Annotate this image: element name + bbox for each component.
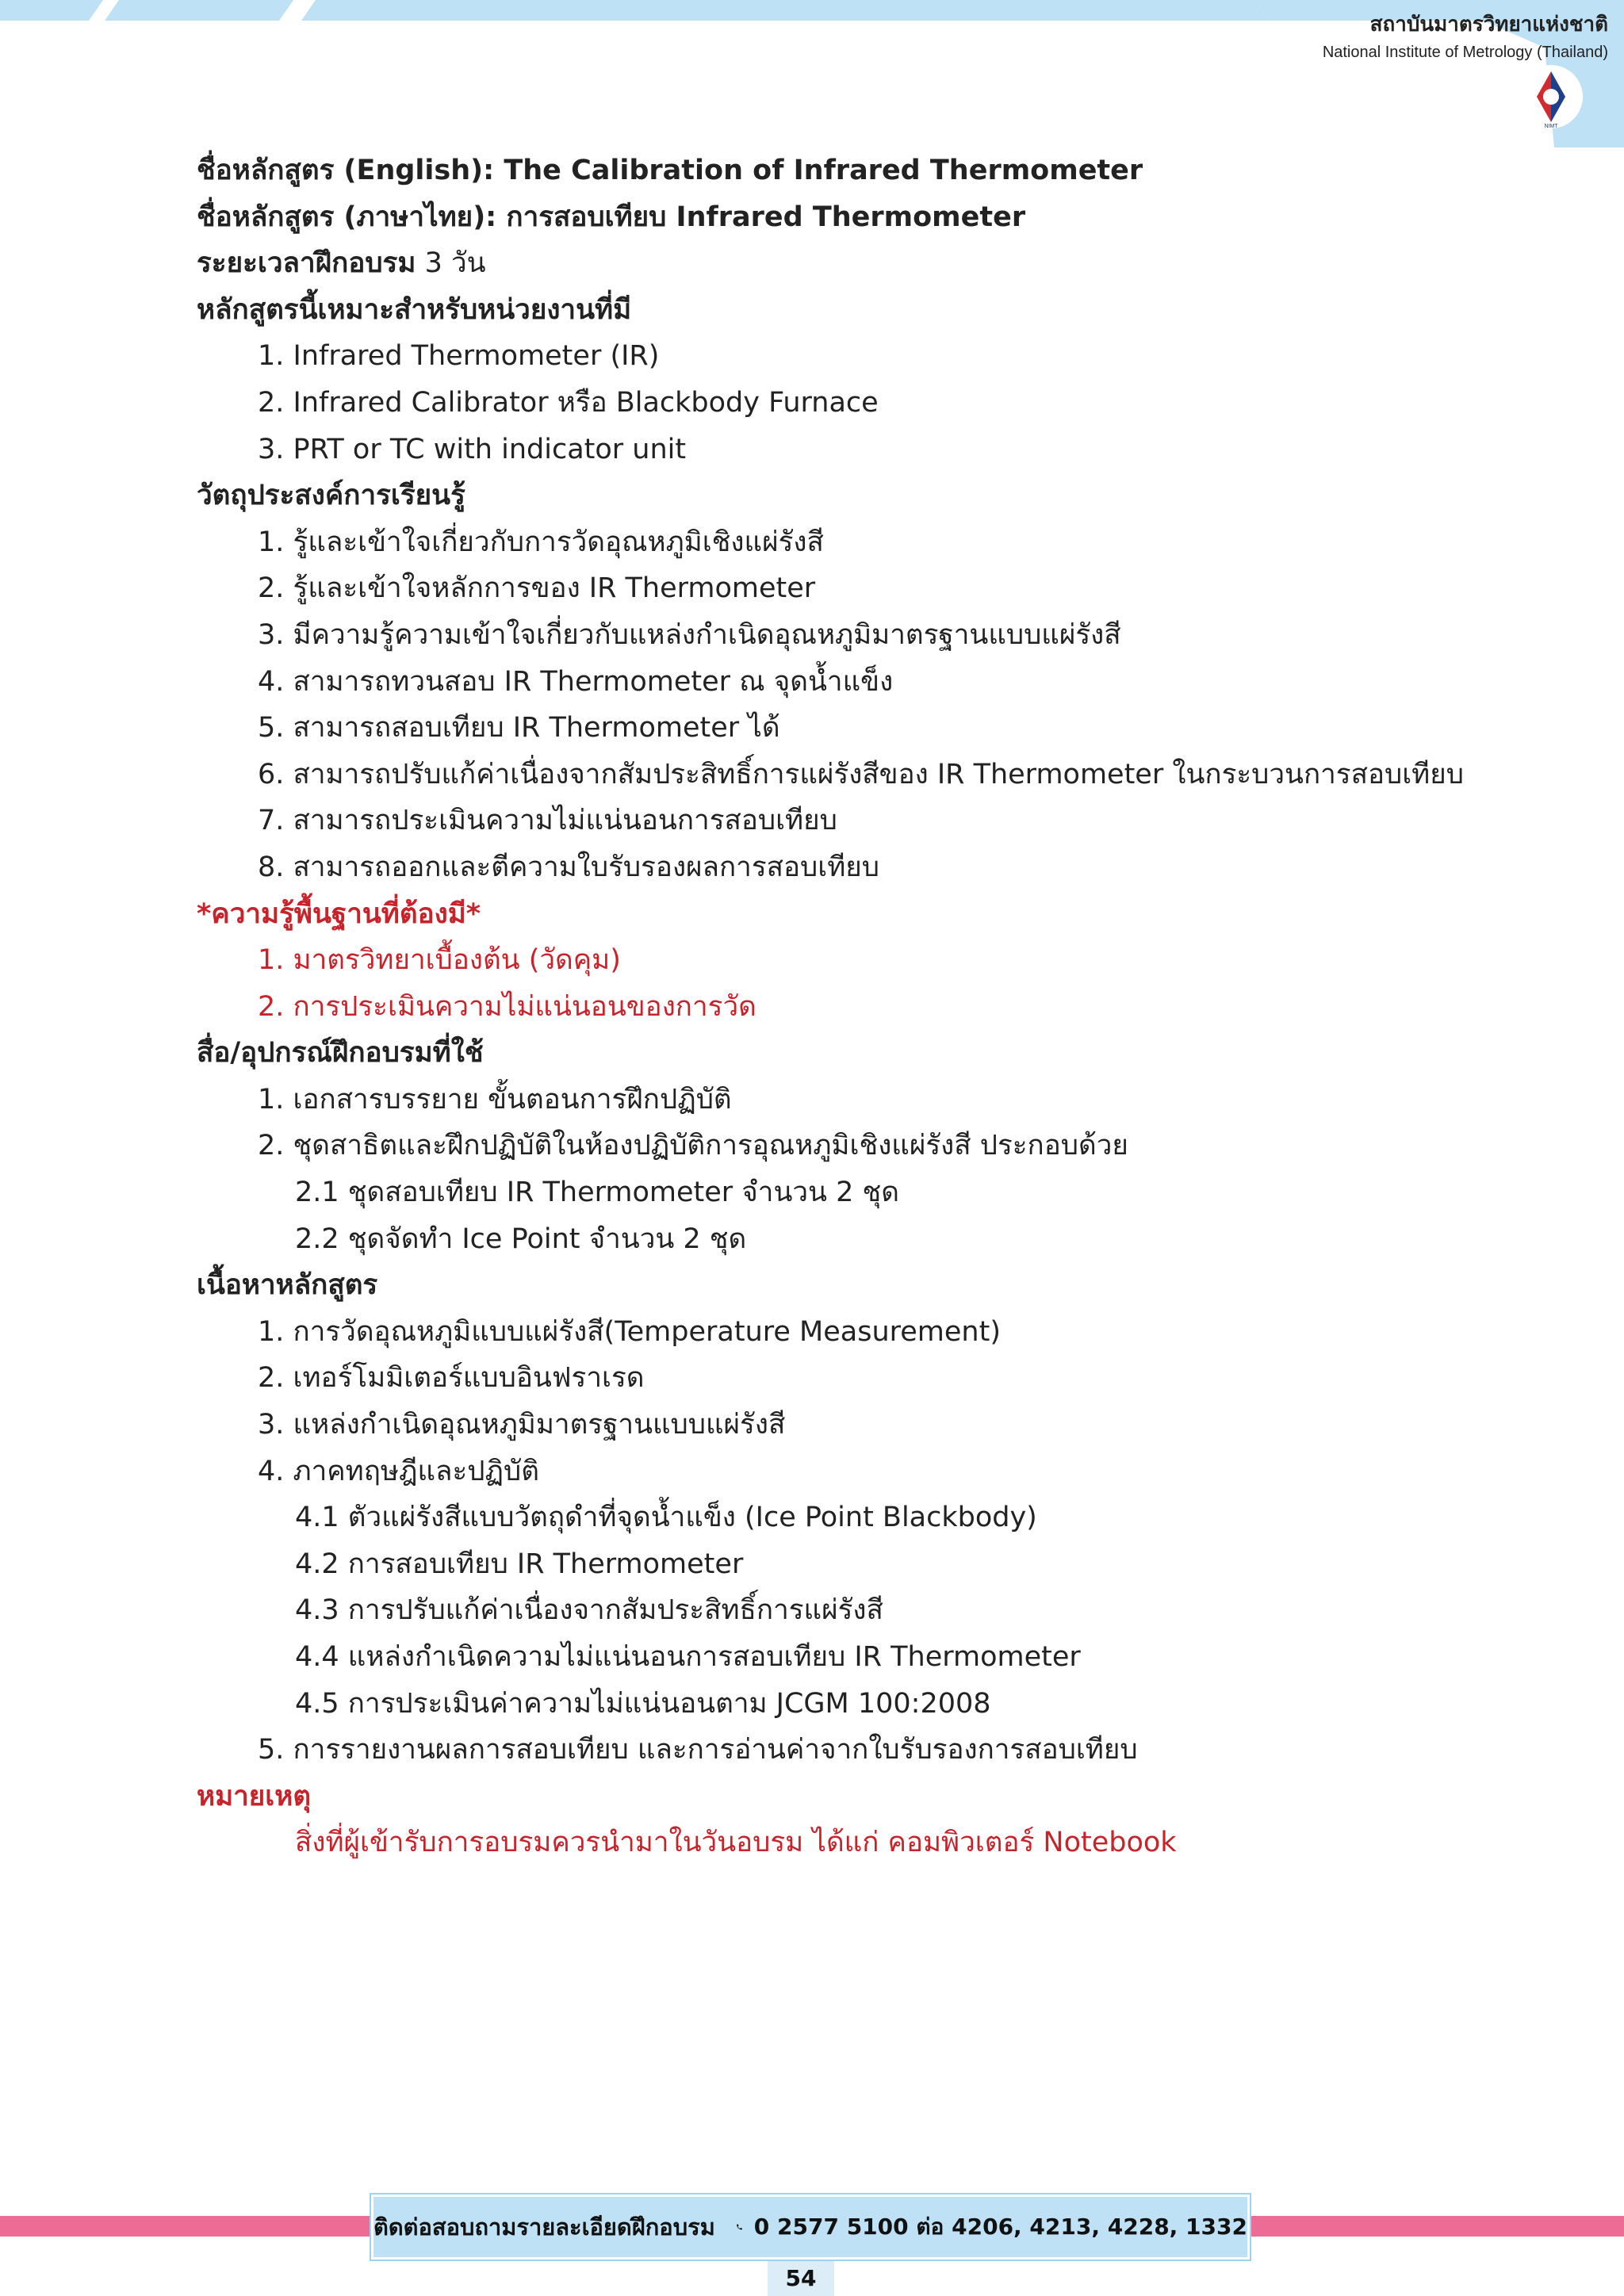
institute-name-english: National Institute of Metrology (Thailand) <box>1322 44 1608 61</box>
content-item: 1. การวัดอุณหภูมิแบบแผ่รังสี(Temperature Measurement) <box>258 1315 1001 1348</box>
suitable-item: 3. PRT or TC with indicator unit <box>258 433 687 465</box>
objective-item: 7. สามารถประเมินความไม่แน่นอนการสอบเทียบ <box>258 805 837 837</box>
duration-line <box>197 240 1545 287</box>
objectives-heading: วัตถุประสงค์การเรียนรู้ <box>197 480 465 512</box>
objective-item: 3. มีความรู้ความเข้าใจเกี่ยวกับแหล่งกำเนิดอุณหภูมิมาตรฐานแบบแผ่รังสี <box>258 618 1121 651</box>
content-heading: เนื้อหาหลักสูตร <box>197 1269 378 1302</box>
nimt-logo <box>1518 63 1584 130</box>
media-heading: สื่อ/อุปกรณ์ฝึกอบรมที่ใช้ <box>197 1037 484 1070</box>
page-number: 54 <box>768 2261 834 2296</box>
content-subitem: 4.3 การปรับแก้ค่าเนื่องจากสัมประสิทธิ์การแผ่รังสี <box>295 1594 883 1627</box>
note-heading: หมายเหตุ <box>197 1780 312 1812</box>
objective-item: 5. สามารถสอบเทียบ IR Thermometer ได้ <box>258 712 780 744</box>
phone-icon <box>736 2213 743 2241</box>
objective-item: 1. รู้และเข้าใจเกี่ยวกับการวัดอุณหภูมิเชิงแผ่รังสี <box>258 526 824 558</box>
content-item: 4. ภาคทฤษฎีและปฏิบัติ <box>258 1455 539 1487</box>
media-item: 2. ชุดสาธิตและฝึกปฏิบัติในห้องปฏิบัติการอุณหภูมิเชิงแผ่รังสี ประกอบด้วย <box>258 1130 1128 1162</box>
course-title-thai-label: ชื่อหลักสูตร (ภาษาไทย): <box>197 201 507 233</box>
media-subitem: 2.1 ชุดสอบเทียบ IR Thermometer จำนวน 2 ชุด <box>295 1177 899 1209</box>
prerequisite-item: 1. มาตรวิทยาเบื้องต้น (วัดคุม) <box>258 944 621 977</box>
content-subitem: 4.4 แหล่งกำเนิดความไม่แน่นอนการสอบเทียบ IR Thermometer <box>295 1641 1081 1673</box>
note-text: สิ่งที่ผู้เข้ารับการอบรมควรนำมาในวันอบรม ได้แก่ คอมพิวเตอร์ Notebook <box>295 1827 1177 1859</box>
contact-box <box>371 2195 1250 2260</box>
course-title-english-line <box>197 147 1545 194</box>
prerequisite-item: 2. การประเมินความไม่แน่นอนของการวัด <box>258 990 756 1023</box>
duration-label: ระยะเวลาฝึกอบรม <box>197 247 416 280</box>
course-title-english-label: ชื่อหลักสูตร (English): <box>197 155 504 186</box>
content-item: 5. การรายงานผลการสอบเทียบ และการอ่านค่าจากใบรับรองการสอบเทียบ <box>258 1734 1138 1766</box>
course-title-english: The Calibration of Infrared Thermometer <box>504 155 1143 186</box>
institute-name-thai: สถาบันมาตรวิทยาแห่งชาติ <box>1369 13 1608 36</box>
objective-item: 2. รู้และเข้าใจหลักการของ IR Thermometer <box>258 572 816 605</box>
objective-item: 6. สามารถปรับแก้ค่าเนื่องจากสัมประสิทธิ์การแผ่รังสีของ IR Thermometer ในกระบวนการสอบเทียบ <box>258 758 1464 790</box>
suitable-item: 1. Infrared Thermometer (IR) <box>258 340 660 373</box>
duration-value: 3 วัน <box>416 247 486 280</box>
content-subitem: 4.1 ตัวแผ่รังสีแบบวัตถุดำที่จุดน้ำแข็ง (Ice Point Blackbody) <box>295 1502 1037 1534</box>
objective-item: 4. สามารถทวนสอบ IR Thermometer ณ จุดน้ำแข็ง <box>258 665 894 698</box>
prerequisite-heading: *ความรู้พื้นฐานที่ต้องมี* <box>197 897 481 930</box>
content-subitem: 4.2 การสอบเทียบ IR Thermometer <box>295 1548 744 1580</box>
logo-text: NIMT <box>1544 124 1558 129</box>
course-content <box>197 147 1545 1866</box>
content-item: 2. เทอร์โมมิเตอร์แบบอินฟราเรด <box>258 1362 645 1395</box>
objective-item: 8. สามารถออกและตีความใบรับรองผลการสอบเทียบ <box>258 851 879 883</box>
content-item: 3. แหล่งกำเนิดอุณหภูมิมาตรฐานแบบแผ่รังสี <box>258 1409 786 1441</box>
course-title-thai-line <box>197 194 1545 241</box>
institute-name-block <box>1323 8 1608 62</box>
media-subitem: 2.2 ชุดจัดทำ Ice Point จำนวน 2 ชุด <box>295 1223 747 1255</box>
contact-label: ติดต่อสอบถามรายละเอียดฝึกอบรม <box>373 2214 715 2241</box>
course-title-thai: การสอบเทียบ Infrared Thermometer <box>506 201 1026 233</box>
content-subitem: 4.5 การประเมินค่าความไม่แน่นอนตาม JCGM 100:2008 <box>295 1687 991 1720</box>
suitable-item: 2. Infrared Calibrator หรือ Blackbody Furnace <box>258 386 879 419</box>
suitable-heading: หลักสูตรนี้เหมาะสำหรับหน่วยงานที่มี <box>197 293 632 326</box>
media-item: 1. เอกสารบรรยาย ขั้นตอนการฝึกปฏิบัติ <box>258 1083 732 1115</box>
contact-phone: 0 2577 5100 ต่อ 4206, 4213, 4228, 1332 <box>753 2214 1247 2240</box>
